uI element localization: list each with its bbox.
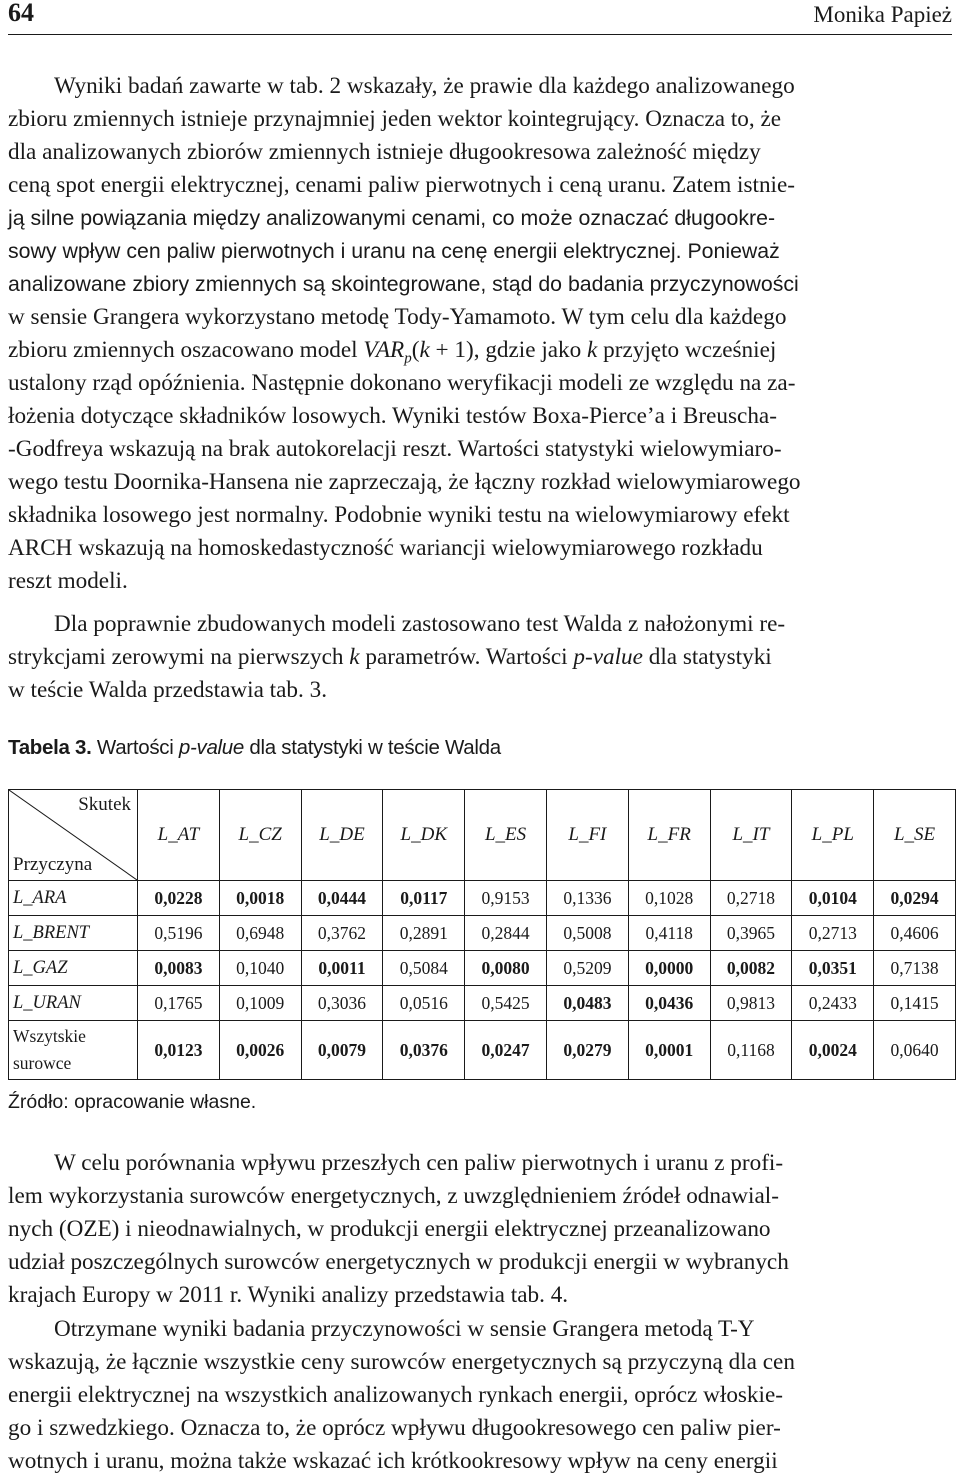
pvalue-cell: 0,4606 [874, 916, 956, 951]
pvalue-cell: 0,3036 [301, 986, 383, 1021]
pvalue-cell: 0,5084 [383, 951, 465, 986]
text-line: wego testu Doornika-Hansena nie zaprzeczają, że łączny rozkład wielowymiarowego [8, 469, 801, 495]
pvalue-cell: 0,0294 [874, 881, 956, 916]
row-label: L_URAN [9, 986, 138, 1021]
text-line: krajach Europy w 2011 r. Wyniki analizy przedstawia tab. 4. [8, 1282, 569, 1308]
pvalue-cell: 0,5008 [546, 916, 628, 951]
pvalue-cell: 0,0516 [383, 986, 465, 1021]
text-line: łożenia dotyczące składników losowych. Wyniki testów Boxa-Pierce’a i Breuscha- [8, 403, 777, 429]
pvalue-cell: 0,0011 [301, 951, 383, 986]
pvalue-cell: 0,0351 [792, 951, 874, 986]
text-line: Otrzymane wyniki badania przyczynowości w sensie Grangera metodą T-Y [54, 1316, 755, 1342]
column-header: L_DK [383, 790, 465, 881]
table-row [9, 916, 956, 951]
text-line: ceną spot energii elektrycznej, cenami paliw pierwotnych i ceną uranu. Zatem istnie- [8, 172, 795, 198]
wald-test-table [8, 789, 956, 1080]
text-line: nych (OZE) i nieodnawialnych, w produkcji energii elektrycznej przeanalizowano [8, 1216, 771, 1242]
text-line: w sensie Grangera wykorzystano metodę Tody-Yamamoto. W tym celu dla każdego [8, 304, 787, 330]
table-source-note: Źródło: opracowanie własne. [8, 1091, 257, 1113]
pvalue-cell: 0,6948 [219, 916, 301, 951]
pvalue-cell: 0,0436 [628, 986, 710, 1021]
running-head-author: Monika Papież [813, 2, 952, 27]
paragraph-granger-results [8, 1313, 952, 1478]
page-number: 64 [8, 0, 34, 27]
pvalue-cell: 0,0018 [219, 881, 301, 916]
pvalue-cell: 0,0279 [546, 1021, 628, 1080]
page-header [8, 0, 952, 35]
pvalue-cell: 0,5196 [138, 916, 220, 951]
pvalue-cell: 0,3965 [710, 916, 792, 951]
pvalue-cell: 0,2844 [465, 916, 547, 951]
text-line: -Godfreya wskazują na brak autokorelacji reszt. Wartości statystyki wielowymiaro- [8, 436, 782, 462]
pvalue-cell: 0,2891 [383, 916, 465, 951]
pvalue-cell: 0,0483 [546, 986, 628, 1021]
row-label: L_ARA [9, 881, 138, 916]
pvalue-cell: 0,0026 [219, 1021, 301, 1080]
pvalue-cell: 0,4118 [628, 916, 710, 951]
pvalue-cell: 0,0083 [138, 951, 220, 986]
pvalue-cell: 0,0082 [710, 951, 792, 986]
pvalue-cell: 0,0376 [383, 1021, 465, 1080]
text-line: zbioru zmiennych istnieje przynajmniej jeden wektor kointegrujący. Oznacza to, że [8, 106, 782, 132]
pvalue-cell: 0,0079 [301, 1021, 383, 1080]
pvalue-cell: 0,7138 [874, 951, 956, 986]
text-line: wotnych i uranu, można także wskazać ich krótkookresowy wpływ na ceny energii [8, 1448, 778, 1474]
paragraph-results-cointegration [8, 70, 952, 598]
text-line: W celu porównania wpływu przeszłych cen paliw pierwotnych i uranu z profi- [54, 1150, 784, 1176]
pvalue-cell: 0,0104 [792, 881, 874, 916]
text-line: Dla poprawnie zbudowanych modeli zastosowano test Walda z nałożonymi re- [54, 611, 786, 637]
row-label: L_GAZ [9, 951, 138, 986]
column-header: L_AT [138, 790, 220, 881]
pvalue-cell: 0,0080 [465, 951, 547, 986]
pvalue-cell: 0,1009 [219, 986, 301, 1021]
pvalue-cell: 0,2433 [792, 986, 874, 1021]
column-header: L_PL [792, 790, 874, 881]
pvalue-cell: 0,2718 [710, 881, 792, 916]
column-header: L_FI [546, 790, 628, 881]
row-label: Wszytskie surowce [9, 1021, 138, 1080]
table-row [9, 1021, 956, 1080]
text-line: ARCH wskazują na homoskedastyczność wariancji wielowymiarowego rozkładu [8, 535, 763, 561]
pvalue-cell: 0,9153 [465, 881, 547, 916]
pvalue-cell: 0,0024 [792, 1021, 874, 1080]
pvalue-cell: 0,0228 [138, 881, 220, 916]
pvalue-cell: 0,5209 [546, 951, 628, 986]
pvalue-cell: 0,0640 [874, 1021, 956, 1080]
table-row [9, 881, 956, 916]
paragraph-wald-test [8, 608, 952, 707]
pvalue-cell: 0,0247 [465, 1021, 547, 1080]
pvalue-cell: 0,0123 [138, 1021, 220, 1080]
text-line: energii elektrycznej na wszystkich analizowanych rynkach energii, oprócz włoskie- [8, 1382, 783, 1408]
table-row [9, 951, 956, 986]
pvalue-cell: 0,5425 [465, 986, 547, 1021]
text-line: strykcjami zerowymi na pierwszych k parametrów. Wartości p-value dla statystyki [8, 644, 772, 670]
text-line: analizowane zbiory zmiennych są skointegrowane, stąd do badania przyczynowości [8, 272, 799, 296]
text-line: sowy wpływ cen paliw pierwotnych i uranu na cenę energii elektrycznej. Ponieważ [8, 239, 780, 263]
pvalue-cell: 0,0117 [383, 881, 465, 916]
column-header: L_IT [710, 790, 792, 881]
pvalue-cell: 0,0001 [628, 1021, 710, 1080]
column-header: L_ES [465, 790, 547, 881]
pvalue-cell: 0,1040 [219, 951, 301, 986]
table-caption: Tabela 3. Wartości p-value dla statystyki w teście Walda [8, 736, 501, 759]
pvalue-cell: 0,1168 [710, 1021, 792, 1080]
column-header: L_SE [874, 790, 956, 881]
pvalue-cell: 0,3762 [301, 916, 383, 951]
text-line: zbioru zmiennych oszacowano model $VAR_p(k + 1)$, gdzie jako k przyjęto wcześniej [8, 337, 777, 367]
table-row [9, 986, 956, 1021]
text-line: lem wykorzystania surowców energetycznych, z uwzględnieniem źródeł odnawial- [8, 1183, 779, 1209]
text-line: dla analizowanych zbiorów zmiennych istnieje długookresowa zależność między [8, 139, 761, 165]
text-line: ustalony rząd opóźnienia. Następnie dokonano weryfikacji modeli ze względu na za- [8, 370, 796, 396]
pvalue-cell: 0,0000 [628, 951, 710, 986]
pvalue-cell: 0,1765 [138, 986, 220, 1021]
text-line: w teście Walda przedstawia tab. 3. [8, 677, 327, 703]
text-line: go i szwedzkiego. Oznacza to, że oprócz wpływu długookresowego cen paliw pier- [8, 1415, 781, 1441]
pvalue-cell: 0,0444 [301, 881, 383, 916]
table-header-row [9, 790, 956, 881]
table-label: Tabela 3. [8, 736, 92, 759]
text-line: Wyniki badań zawarte w tab. 2 wskazały, że prawie dla każdego analizowanego [54, 73, 795, 99]
pvalue-cell: 0,1415 [874, 986, 956, 1021]
paragraph-comparison [8, 1147, 952, 1312]
text-line: reszt modeli. [8, 568, 128, 594]
text-line: udział poszczególnych surowców energetycznych w produkcji energii w wybranych [8, 1249, 789, 1275]
pvalue-cell: 0,1028 [628, 881, 710, 916]
text-line: wskazują, że łącznie wszystkie ceny surowców energetycznych są przyczyną dla cen [8, 1349, 795, 1375]
column-header: L_FR [628, 790, 710, 881]
text-line: ją silne powiązania między analizowanymi cenami, co może oznaczać długookre- [8, 206, 776, 230]
pvalue-cell: 0,2713 [792, 916, 874, 951]
corner-label-effect: Skutek [78, 794, 131, 815]
column-header: L_DE [301, 790, 383, 881]
text-line: składnika losowego jest normalny. Podobnie wyniki testu na wielowymiarowy efekt [8, 502, 790, 528]
corner-label-cause: Przyczyna [13, 854, 93, 875]
column-header: L_CZ [219, 790, 301, 881]
corner-header-cell [9, 790, 138, 881]
pvalue-cell: 0,9813 [710, 986, 792, 1021]
pvalue-cell: 0,1336 [546, 881, 628, 916]
row-label: L_BRENT [9, 916, 138, 951]
